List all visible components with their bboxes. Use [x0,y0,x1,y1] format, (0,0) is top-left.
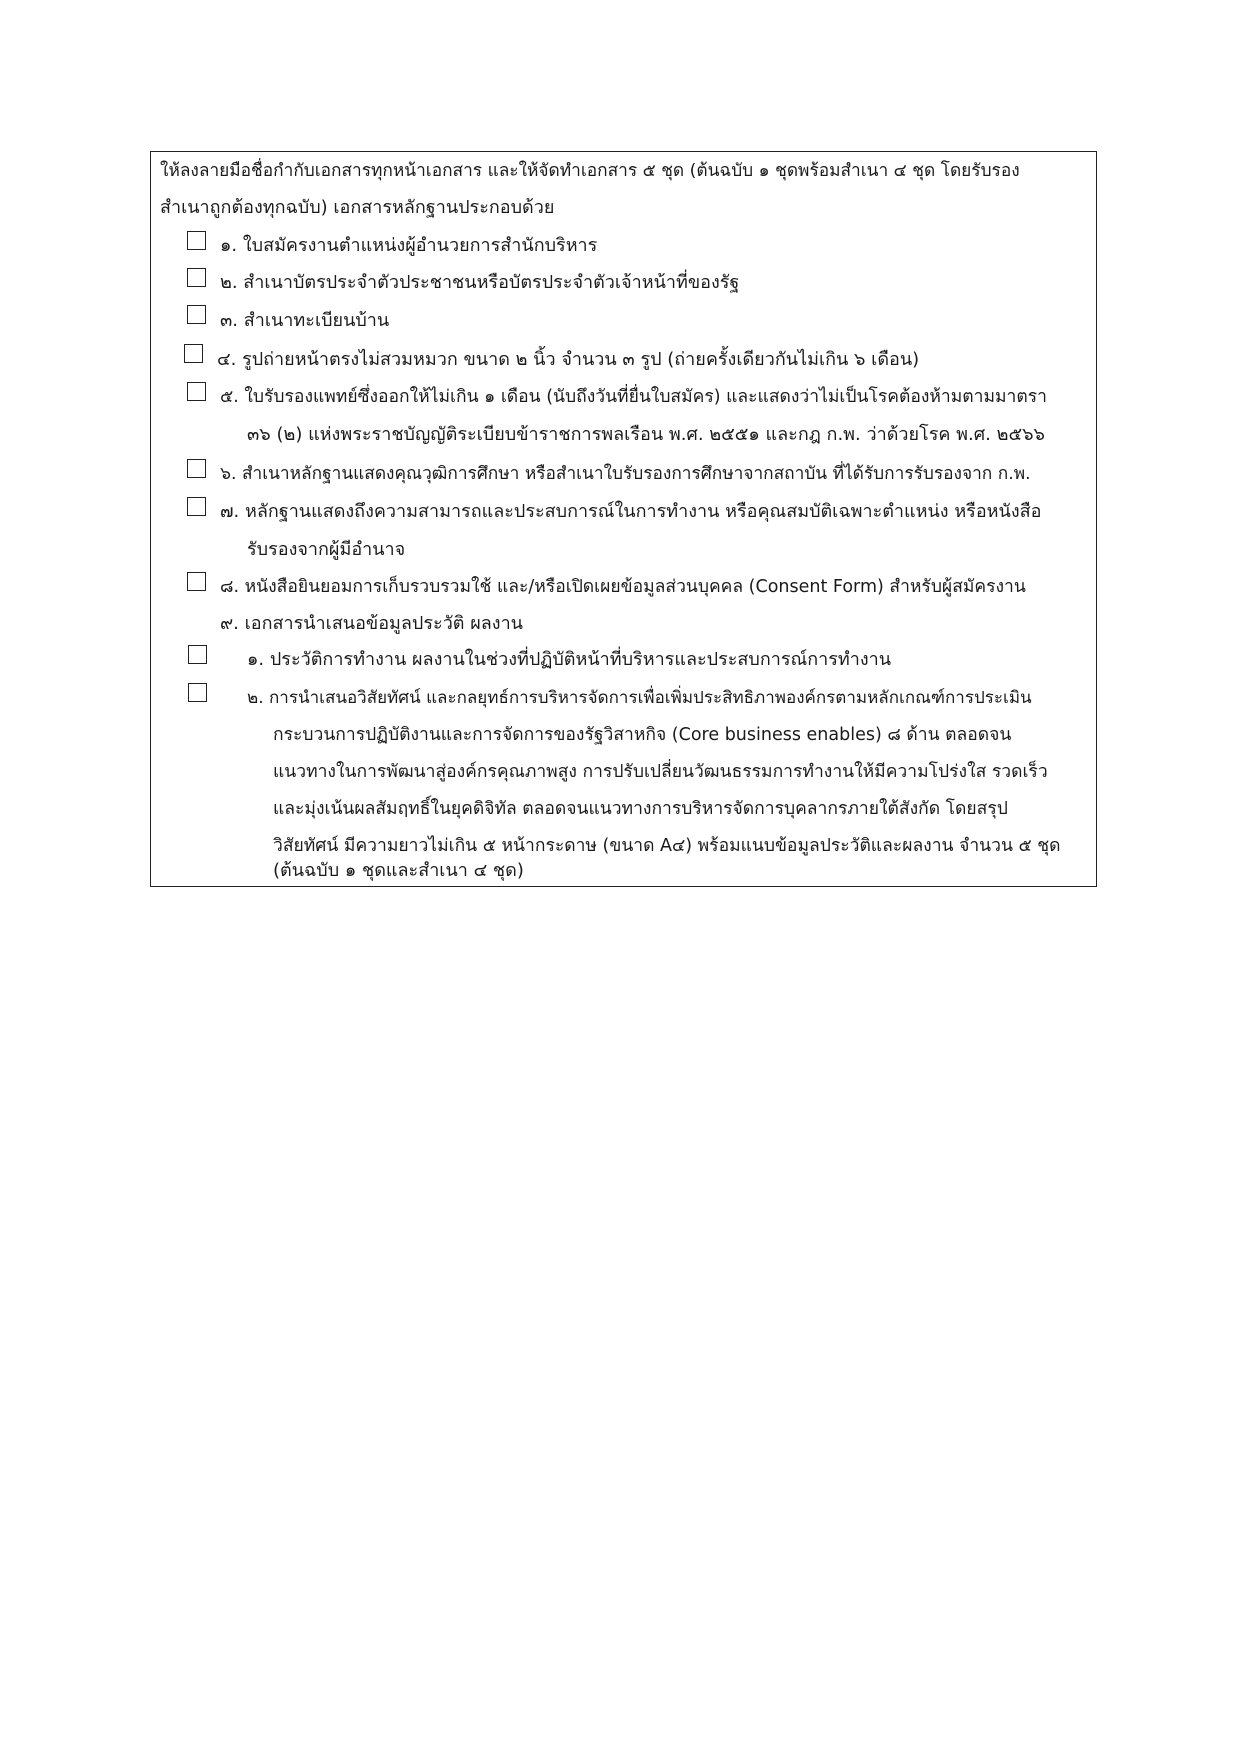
item-7-checkbox[interactable] [187,497,206,516]
intro-line-1: ให้ลงลายมือชื่อกำกับเอกสารทุกหน้าเอกสาร และให้จัดทำเอกสาร ๕ ชุด (ต้นฉบับ ๑ ชุดพร้อมสำเนา ๔ ชุด โดยรับรอง [160,161,1020,181]
intro-line-2: สำเนาถูกต้องทุกฉบับ) เอกสารหลักฐานประกอบด้วย [160,197,555,218]
item-3-text: ๓. สำเนาทะเบียนบ้าน [220,310,390,331]
subitem-9-2-text-line-6: (ต้นฉบับ ๑ ชุดและสำเนา ๔ ชุด) [273,860,524,881]
item-3-checkbox[interactable] [187,305,206,324]
subitem-9-2-checkbox[interactable] [188,683,207,702]
item-7-text-line-2: รับรองจากผู้มีอำนาจ [247,539,406,560]
item-6-checkbox[interactable] [187,459,206,478]
item-1-text: ๑. ใบสมัครงานตำแหน่งผู้อำนวยการสำนักบริหาร [220,235,598,256]
subitem-9-1-checkbox[interactable] [188,645,207,664]
subitem-9-2-text-line-5: วิสัยทัศน์ มีความยาวไม่เกิน ๕ หน้ากระดาษ (ขนาด A๔) พร้อมแนบข้อมูลประวัติและผลงาน จำนวน ๕ ชุด [273,836,1061,856]
subitem-9-2-text-line-1: ๒. การนำเสนอวิสัยทัศน์ และกลยุทธ์การบริหารจัดการเพื่อเพิ่มประสิทธิภาพองค์กรตามหลักเกณฑ์การประเมิน [247,688,1032,708]
item-5-checkbox[interactable] [187,382,206,401]
subitem-9-2-text-line-2: กระบวนการปฏิบัติงานและการจัดการของรัฐวิสาหกิจ (Core business enables) ๘ ด้าน ตลอดจน [273,725,1012,745]
item-5-text-line-2: ๓๖ (๒) แห่งพระราชบัญญัติระเบียบข้าราชการพลเรือน พ.ศ. ๒๕๕๑ และกฎ ก.พ. ว่าด้วยโรค พ.ศ. ๒๕๖๖ [247,424,1045,445]
item-7-text-line-1: ๗. หลักฐานแสดงถึงความสามารถและประสบการณ์ในการทำงาน หรือคุณสมบัติเฉพาะตำแหน่ง หรือหนังสือ [220,501,1042,522]
item-4-checkbox[interactable] [184,344,203,363]
item-2-text: ๒. สำเนาบัตรประจำตัวประชาชนหรือบัตรประจำตัวเจ้าหน้าที่ของรัฐ [220,272,740,293]
item-1-checkbox[interactable] [187,231,206,250]
section-9-title: ๙. เอกสารนำเสนอข้อมูลประวัติ ผลงาน [220,613,523,634]
document-checklist-box [150,151,1097,887]
item-5-text-line-1: ๕. ใบรับรองแพทย์ซึ่งออกให้ไม่เกิน ๑ เดือน (นับถึงวันที่ยื่นใบสมัคร) และแสดงว่าไม่เป็นโรคต้องห้ามตามมาตรา [220,387,1047,407]
item-4-text: ๔. รูปถ่ายหน้าตรงไม่สวมหมวก ขนาด ๒ นิ้ว จำนวน ๓ รูป (ถ่ายครั้งเดียวกันไม่เกิน ๖ เดือน) [217,349,920,370]
subitem-9-2-text-line-4: และมุ่งเน้นผลสัมฤทธิ์ในยุคดิจิทัล ตลอดจนแนวทางการบริหารจัดการบุคลากรภายใต้สังกัด โดยสรุป [273,799,1008,819]
subitem-9-2-text-line-3: แนวทางในการพัฒนาสู่องค์กรคุณภาพสูง การปรับเปลี่ยนวัฒนธรรมการทำงานให้มีความโปร่งใส รวดเร็ว [273,762,1048,782]
item-6-text: ๖. สำเนาหลักฐานแสดงคุณวุฒิการศึกษา หรือสำเนาใบรับรองการศึกษาจากสถาบัน ที่ได้รับการรับรองจาก ก.พ. [220,464,1031,484]
item-2-checkbox[interactable] [187,268,206,287]
item-8-text: ๘. หนังสือยินยอมการเก็บรวบรวมใช้ และ/หรือเปิดเผยข้อมูลส่วนบุคคล (Consent Form) สำหรับผู้สมัครงาน [220,577,1026,597]
item-8-checkbox[interactable] [187,572,206,591]
subitem-9-1-text: ๑. ประวัติการทำงาน ผลงานในช่วงที่ปฏิบัติหน้าที่บริหารและประสบการณ์การทำงาน [247,649,892,670]
